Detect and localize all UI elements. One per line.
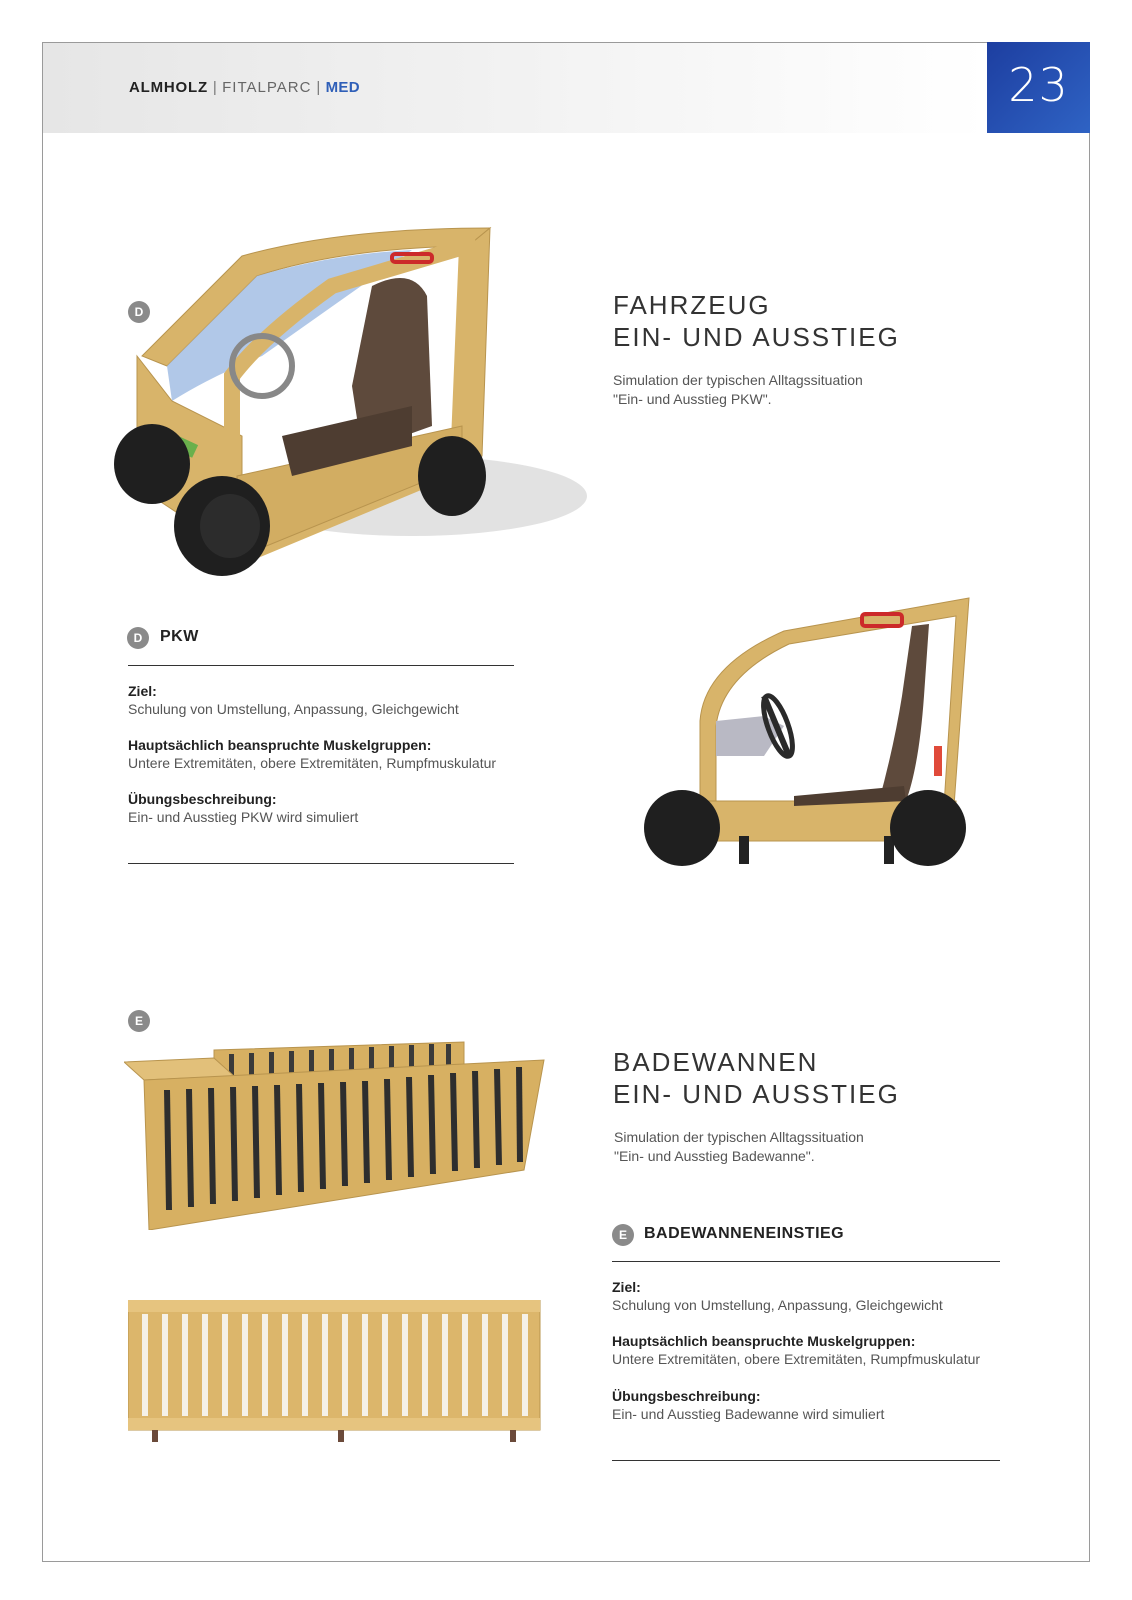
muscles-text: Untere Extremitäten, obere Extremitäten, Rumpfmuskulatur — [612, 1351, 981, 1367]
car-side-illustration — [644, 596, 976, 876]
brand-name: ALMHOLZ — [129, 79, 208, 96]
exercise-label: Übungsbeschreibung: — [612, 1388, 761, 1404]
card-divider — [612, 1261, 1000, 1262]
section-e-title-line2: EIN- UND AUSSTIEG — [613, 1079, 900, 1109]
section-e-desc-line1: Simulation der typischen Alltagssituation — [614, 1129, 864, 1145]
product-line: MED — [325, 79, 360, 96]
brand-line — [129, 79, 360, 96]
card-badge-d: D — [127, 627, 149, 649]
goal-text: Schulung von Umstellung, Anpassung, Gleichgewicht — [128, 701, 459, 717]
section-e-title-line1: BADEWANNEN — [613, 1047, 819, 1077]
section-badge-d: D — [128, 301, 150, 323]
section-d-desc-line2: "Ein- und Ausstieg PKW". — [613, 391, 772, 407]
exercise-label: Übungsbeschreibung: — [128, 791, 277, 807]
card-divider — [612, 1460, 1000, 1461]
section-d-desc-line1: Simulation der typischen Alltagssituation — [613, 372, 863, 388]
card-divider — [128, 665, 514, 666]
muscles-label: Hauptsächlich beanspruchte Muskelgruppen: — [612, 1333, 916, 1349]
card-title-badewanneneinstieg: BADEWANNENEINSTIEG — [644, 1225, 845, 1242]
section-d-title — [613, 289, 900, 353]
product-name: FITALPARC — [222, 79, 312, 96]
exercise-text: Ein- und Ausstieg Badewanne wird simuliert — [612, 1406, 885, 1422]
card-divider — [128, 863, 514, 864]
page-number-box — [987, 42, 1090, 133]
car-perspective-illustration — [112, 226, 592, 586]
bathtub-front-illustration — [128, 1300, 542, 1445]
muscles-label: Hauptsächlich beanspruchte Muskelgruppen: — [128, 737, 432, 753]
separator: | — [316, 79, 321, 96]
exercise-text: Ein- und Ausstieg PKW wird simuliert — [128, 809, 359, 825]
section-d-title-line2: EIN- UND AUSSTIEG — [613, 322, 900, 352]
card-title-pkw: PKW — [160, 628, 199, 645]
card-badge-e: E — [612, 1224, 634, 1246]
muscles-text: Untere Extremitäten, obere Extremitäten, Rumpfmuskulatur — [128, 755, 497, 771]
goal-label: Ziel: — [128, 683, 157, 699]
goal-text: Schulung von Umstellung, Anpassung, Gleichgewicht — [612, 1297, 943, 1313]
goal-label: Ziel: — [612, 1279, 641, 1295]
page-number: 23 — [1008, 58, 1069, 112]
section-badge-e: E — [128, 1010, 150, 1032]
bathtub-perspective-illustration — [124, 1040, 554, 1230]
section-e-desc-line2: "Ein- und Ausstieg Badewanne". — [614, 1148, 815, 1164]
section-e-description — [614, 1128, 864, 1166]
section-e-title — [613, 1046, 900, 1110]
separator: | — [212, 79, 218, 96]
section-d-title-line1: FAHRZEUG — [613, 290, 771, 320]
section-d-description — [613, 371, 863, 409]
